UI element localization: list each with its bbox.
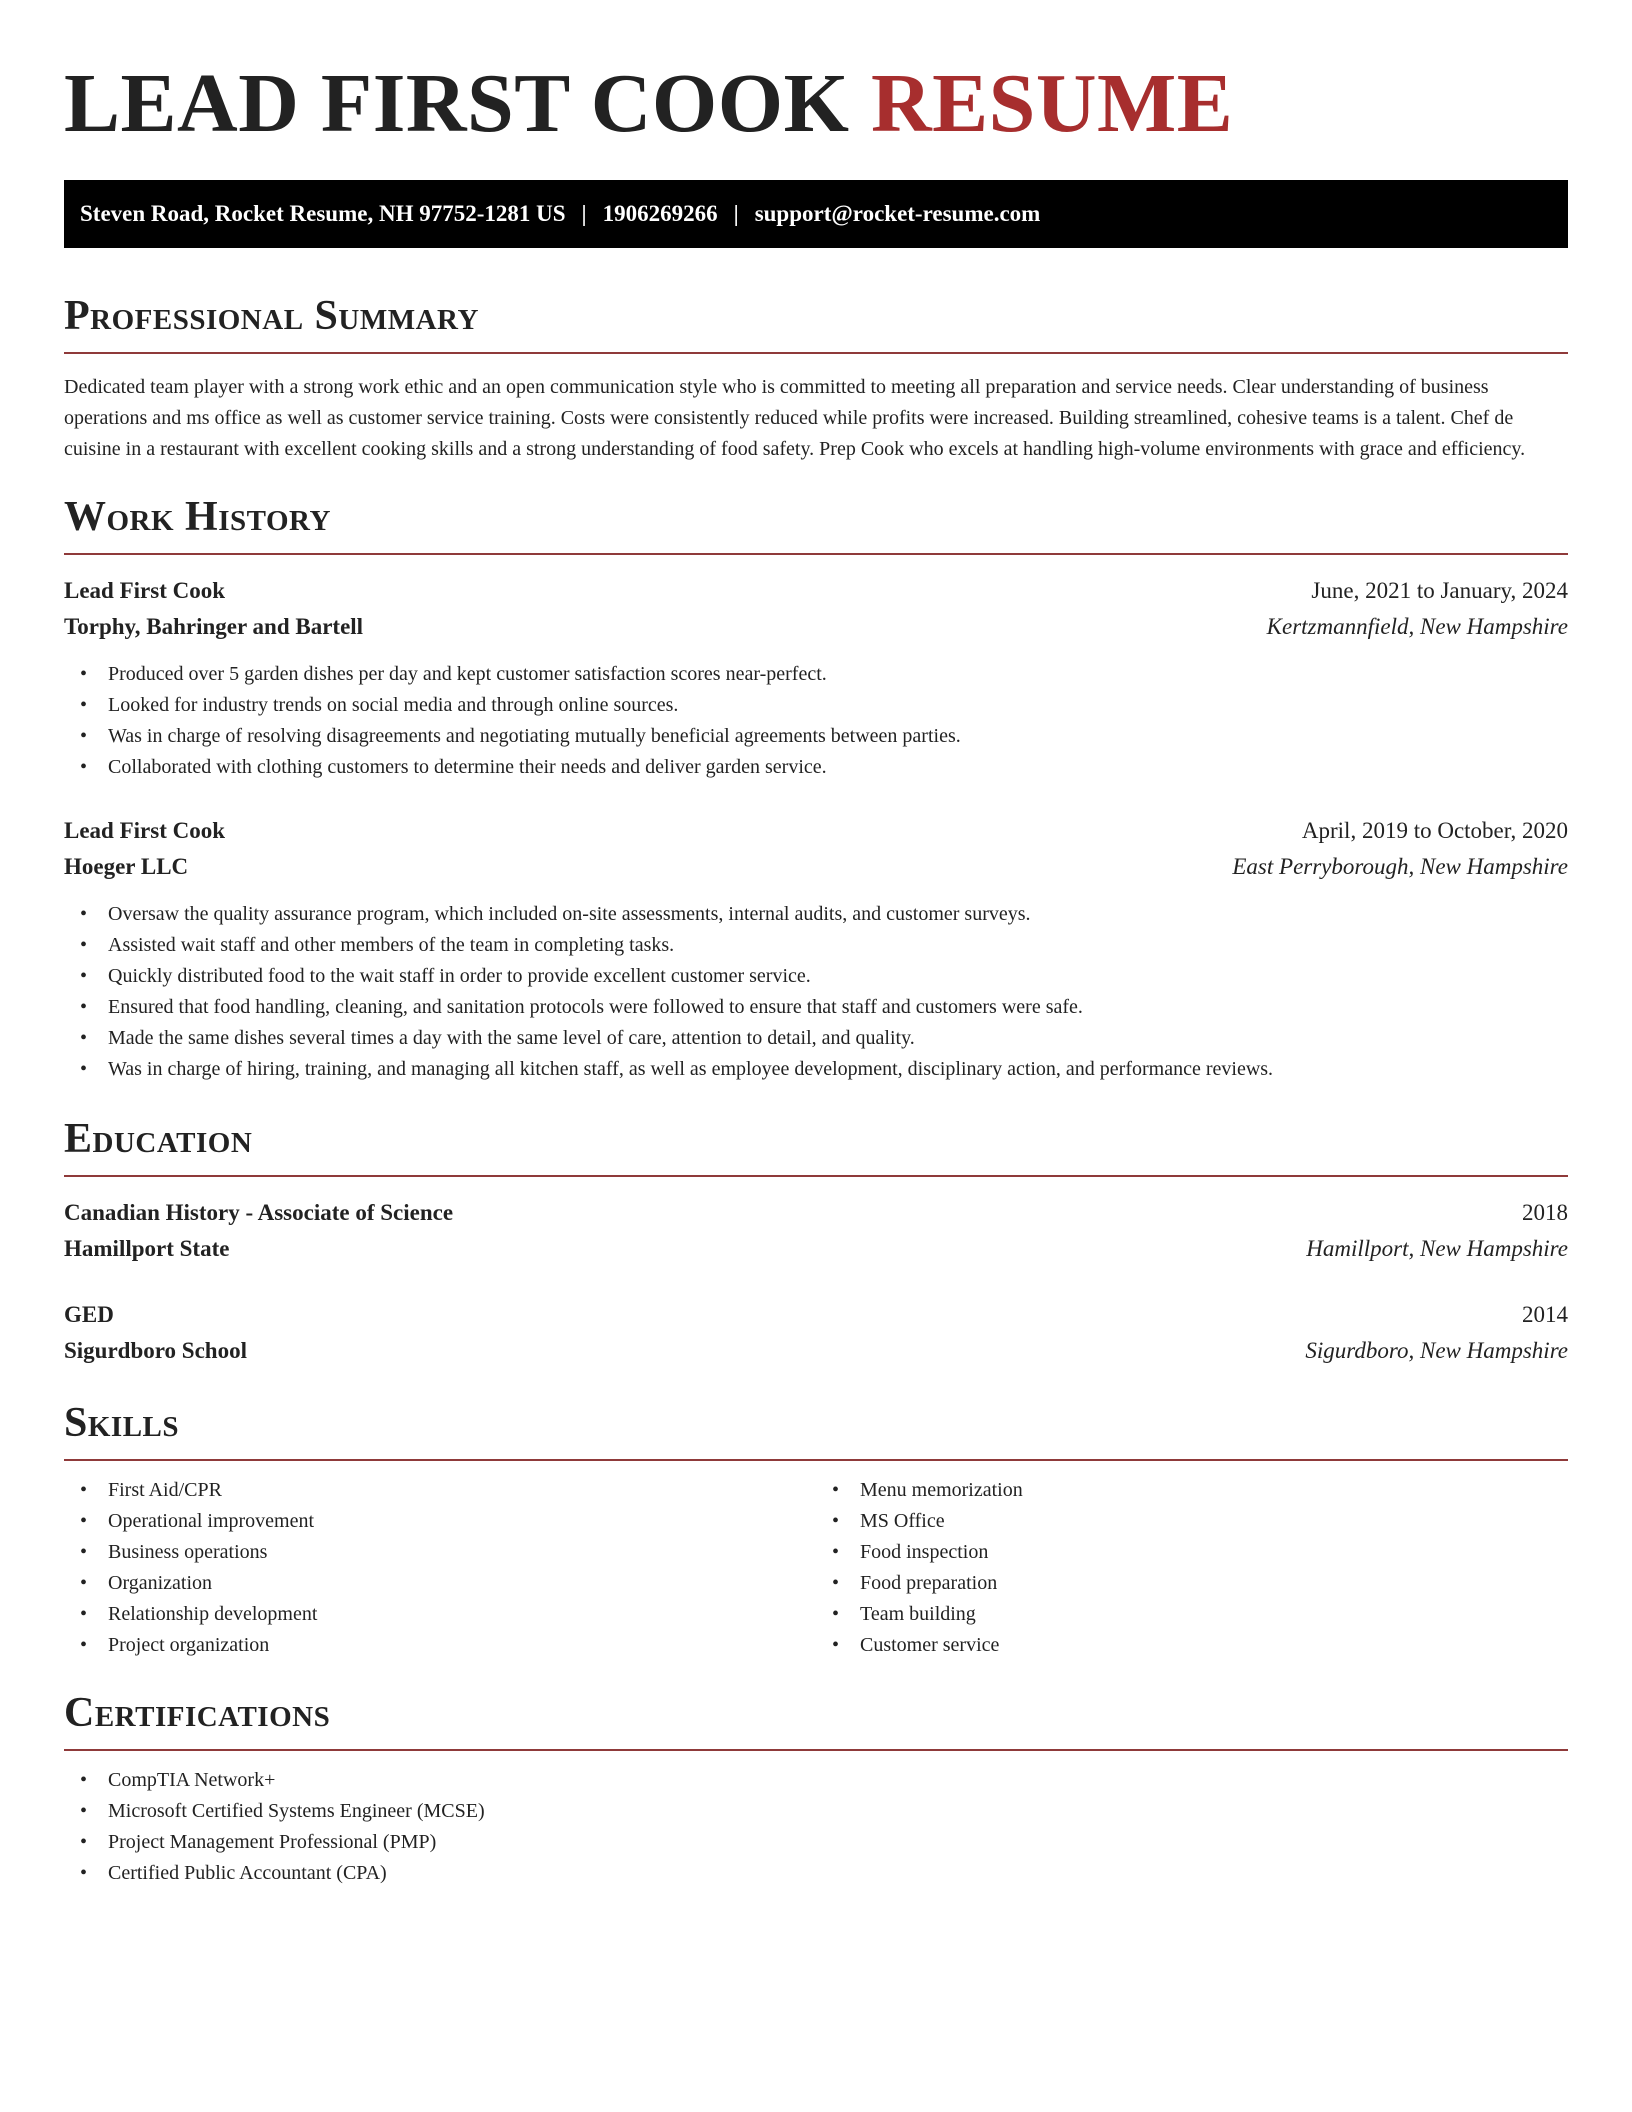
job-location: Kertzmannfield, New Hampshire xyxy=(1266,614,1568,639)
education-school: Hamillport State xyxy=(64,1236,230,1261)
skills-section xyxy=(64,1399,1568,1661)
job-company-row xyxy=(64,609,1568,645)
list-item: • Made the same dishes several times a day with the same level of care, attention to detail, and quality. xyxy=(80,1023,1568,1054)
contact-separator: | xyxy=(581,201,587,226)
section-heading: Certifications xyxy=(64,1690,331,1736)
list-item: • First Aid/CPR xyxy=(80,1475,816,1506)
education-school-row xyxy=(64,1231,1568,1267)
job-location: East Perryborough, New Hampshire xyxy=(1232,854,1568,879)
title-accent: RESUME xyxy=(870,57,1234,150)
list-item: • Organization xyxy=(80,1568,816,1599)
list-item: • Project Management Professional (PMP) xyxy=(80,1827,1568,1858)
education-school-row xyxy=(64,1333,1568,1369)
certifications-list xyxy=(64,1765,1568,1889)
list-item: • Assisted wait staff and other members of the team in completing tasks. xyxy=(80,930,1568,961)
list-item: • Relationship development xyxy=(80,1599,816,1630)
education-location: Sigurdboro, New Hampshire xyxy=(1305,1338,1568,1363)
job-company: Torphy, Bahringer and Bartell xyxy=(64,614,364,639)
job-dates: June, 2021 to January, 2024 xyxy=(1311,578,1568,603)
education-entry xyxy=(64,1297,1568,1369)
section-divider xyxy=(64,553,1568,555)
list-item: • Was in charge of hiring, training, and managing all kitchen staff, as well as employee development, disciplinary action, and performance reviews. xyxy=(80,1054,1568,1085)
job-title: Lead First Cook xyxy=(64,578,225,603)
contact-phone: 1906269266 xyxy=(602,201,718,226)
list-item: • Quickly distributed food to the wait staff in order to provide excellent customer service. xyxy=(80,961,1568,992)
list-item: • Produced over 5 garden dishes per day and kept customer satisfaction scores near-perfect. xyxy=(80,659,1568,690)
job-header-row xyxy=(64,573,1568,609)
education-year: 2018 xyxy=(1522,1200,1568,1225)
job-company-row xyxy=(64,849,1568,885)
work-history-section xyxy=(64,493,1568,1085)
list-item: • Food inspection xyxy=(832,1537,1568,1568)
list-item: • Ensured that food handling, cleaning, and sanitation protocols were followed to ensure that staff and customers were safe. xyxy=(80,992,1568,1023)
list-item: • Operational improvement xyxy=(80,1506,816,1537)
job-header-row xyxy=(64,813,1568,849)
list-item: • Customer service xyxy=(832,1630,1568,1661)
list-item: • Project organization xyxy=(80,1630,816,1661)
education-degree: Canadian History - Associate of Science xyxy=(64,1200,454,1225)
resume-title xyxy=(64,48,1568,160)
skills-column-left xyxy=(64,1475,816,1661)
list-item: • MS Office xyxy=(832,1506,1568,1537)
job-entry xyxy=(64,573,1568,783)
section-heading: Work History xyxy=(64,494,331,540)
job-title: Lead First Cook xyxy=(64,818,225,843)
list-item: • Business operations xyxy=(80,1537,816,1568)
education-section xyxy=(64,1115,1568,1369)
section-heading: Professional Summary xyxy=(64,293,479,339)
list-item: • Menu memorization xyxy=(832,1475,1568,1506)
summary-section xyxy=(64,292,1568,465)
job-bullets xyxy=(64,659,1568,783)
contact-email: support@rocket-resume.com xyxy=(754,201,1041,226)
list-item: • Oversaw the quality assurance program, which included on-site assessments, internal audits, and customer surveys. xyxy=(80,899,1568,930)
section-divider xyxy=(64,352,1568,354)
section-divider xyxy=(64,1175,1568,1177)
skills-grid xyxy=(64,1475,1568,1661)
skills-list xyxy=(816,1475,1568,1661)
education-degree: GED xyxy=(64,1302,114,1327)
skills-list xyxy=(64,1475,816,1661)
education-entry xyxy=(64,1195,1568,1267)
list-item: • Collaborated with clothing customers to determine their needs and deliver garden service. xyxy=(80,752,1568,783)
certifications-section xyxy=(64,1689,1568,1889)
section-heading: Skills xyxy=(64,1400,180,1446)
job-company: Hoeger LLC xyxy=(64,854,189,879)
list-item: • CompTIA Network+ xyxy=(80,1765,1568,1796)
list-item: • Looked for industry trends on social media and through online sources. xyxy=(80,690,1568,721)
summary-text: Dedicated team player with a strong work ethic and an open communication style who is committed to meeting all preparation and service needs. Clear understanding of business operations and ms office as well as customer service training. Costs were consistently reduced while profits were increased. Building streamlined, cohesive teams is a talent. Chef de cuisine in a restaurant with excellent cooking skills and a strong understanding of food safety. Prep Cook who excels at handling high-volume environments with grace and efficiency. xyxy=(64,376,1526,460)
section-heading: Education xyxy=(64,1116,253,1162)
list-item: • Was in charge of resolving disagreements and negotiating mutually beneficial agreements between parties. xyxy=(80,721,1568,752)
list-item: • Food preparation xyxy=(832,1568,1568,1599)
contact-address: Steven Road, Rocket Resume, NH 97752-1281 US xyxy=(80,201,566,226)
education-degree-row xyxy=(64,1297,1568,1333)
education-location: Hamillport, New Hampshire xyxy=(1306,1236,1568,1261)
job-dates: April, 2019 to October, 2020 xyxy=(1301,818,1568,843)
job-entry xyxy=(64,813,1568,1085)
job-bullets xyxy=(64,899,1568,1085)
contact-bar xyxy=(64,180,1568,248)
list-item: • Microsoft Certified Systems Engineer (MCSE) xyxy=(80,1796,1568,1827)
skills-column-right xyxy=(816,1475,1568,1661)
title-main: LEAD FIRST COOK xyxy=(64,57,850,150)
section-divider xyxy=(64,1459,1568,1461)
education-year: 2014 xyxy=(1522,1302,1568,1327)
list-item: • Team building xyxy=(832,1599,1568,1630)
list-item: • Certified Public Accountant (CPA) xyxy=(80,1858,1568,1889)
section-divider xyxy=(64,1749,1568,1751)
education-school: Sigurdboro School xyxy=(64,1338,247,1363)
education-degree-row xyxy=(64,1195,1568,1231)
contact-separator: | xyxy=(733,201,739,226)
